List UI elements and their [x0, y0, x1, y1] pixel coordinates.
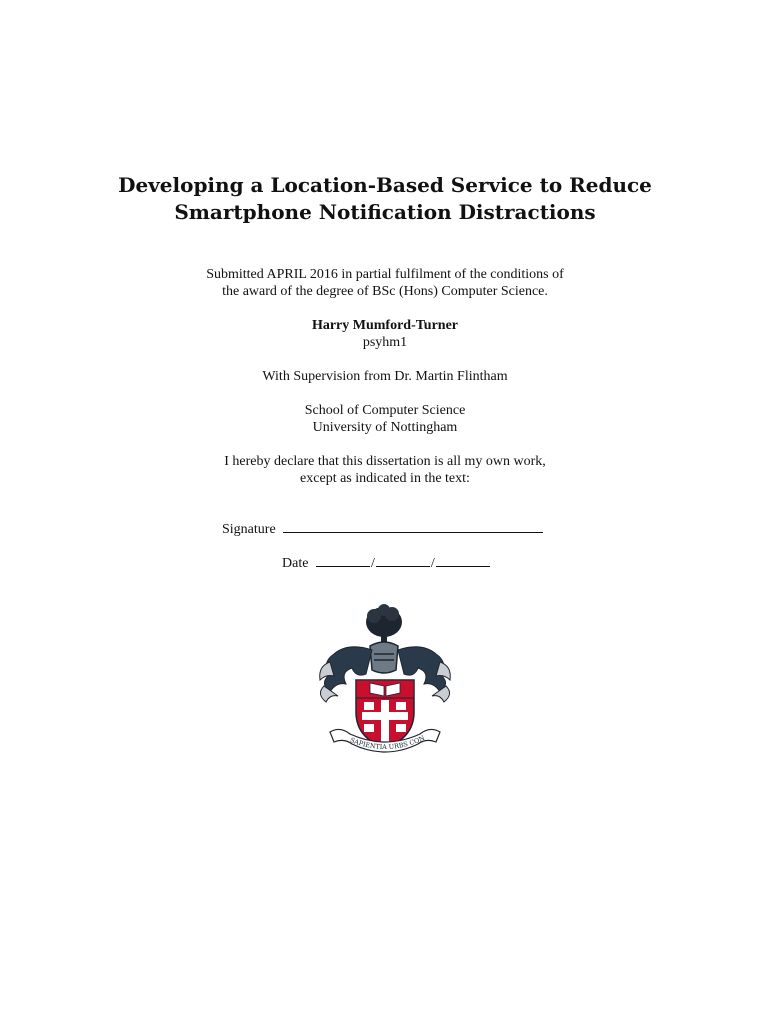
author-username: psyhm1: [362, 335, 408, 350]
signature-field: [222, 520, 543, 538]
author-name: Harry Mumford-Turner: [311, 318, 459, 333]
crest-tree-icon: [366, 604, 402, 644]
title-line-2: Smartphone Notification Distractions: [174, 200, 596, 224]
declaration-line-1: I hereby declare that this dissertation is all my own work,: [224, 454, 546, 469]
crest-icon: [300, 600, 470, 760]
date-month-line: [376, 554, 430, 567]
title-line-1: Developing a Location-Based Service to Reduce: [118, 173, 652, 197]
date-day-line: [316, 554, 370, 567]
date-field: [282, 554, 490, 572]
supervisor-line: With Supervision from Dr. Martin Flintham: [262, 369, 508, 384]
submission-statement: [0, 266, 770, 300]
submission-line-1: Submitted APRIL 2016 in partial fulfilment of the conditions of: [206, 267, 564, 282]
crest-shield-icon: [356, 680, 414, 748]
declaration-line-2: except as indicated in the text:: [300, 471, 470, 486]
date-year-line: [436, 554, 490, 567]
signature-label: Signature: [222, 522, 276, 537]
declaration-statement: [0, 453, 770, 487]
crest-motto: SAPIENTIA URBS CON: [348, 734, 426, 752]
university-name: University of Nottingham: [312, 420, 458, 435]
dissertation-title: [0, 172, 770, 226]
school-name: School of Computer Science: [304, 403, 466, 418]
date-separator: /: [430, 556, 435, 571]
date-separator: /: [370, 556, 375, 571]
author-block: [0, 317, 770, 351]
crest-helmet-icon: [370, 642, 398, 673]
submission-line-2: the award of the degree of BSc (Hons) Computer Science.: [222, 284, 548, 299]
institution-block: [0, 402, 770, 436]
supervision-statement: [0, 368, 770, 385]
university-crest: [300, 600, 470, 760]
date-label: Date: [282, 556, 309, 571]
signature-line: [283, 520, 543, 533]
